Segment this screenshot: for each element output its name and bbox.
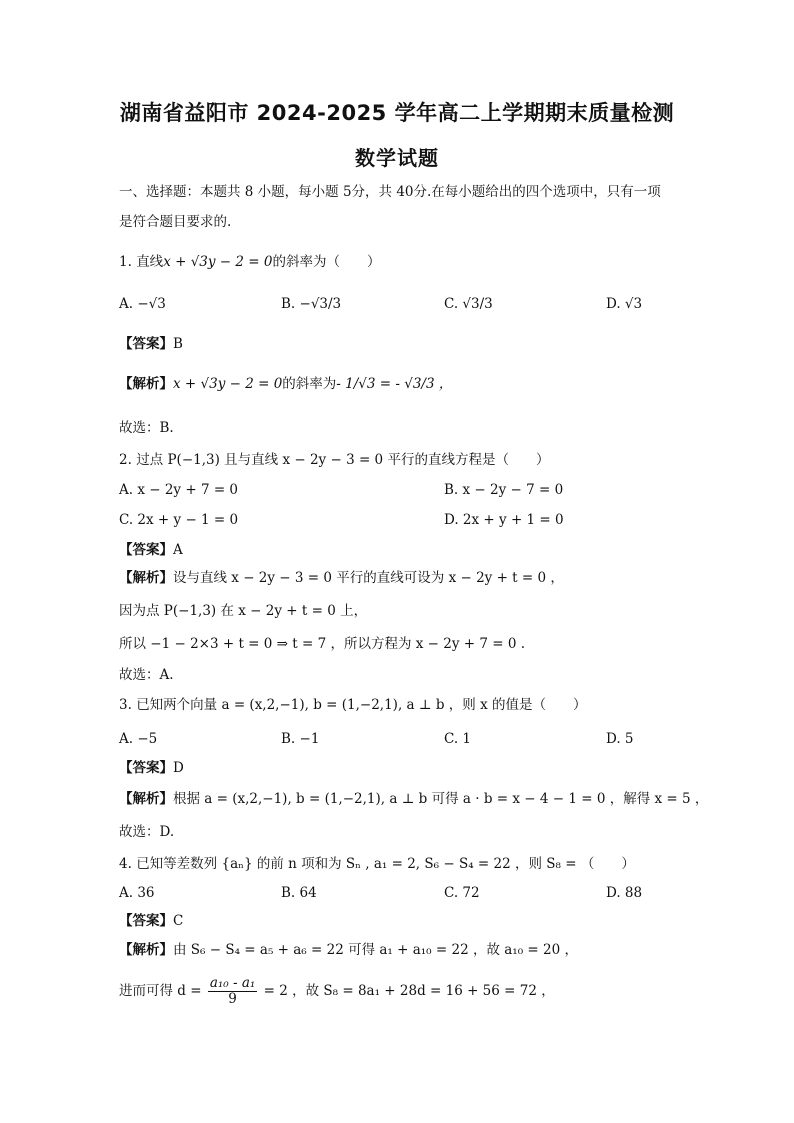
q1-conclusion: 故选：B.: [119, 420, 174, 436]
q1-option-d: D. √3: [606, 296, 643, 312]
q3-option-d: D. 5: [606, 731, 634, 747]
q2-option-a: A. x − 2y + 7 = 0: [119, 482, 239, 498]
q4-answer: 【答案】C: [119, 913, 184, 929]
q2-option-d: D. 2x + y + 1 = 0: [444, 512, 564, 528]
question-3: 3. 已知两个向量 a = (x,2,−1), b = (1,−2,1), a ⊥ b ，则 x 的值是（ ）: [119, 697, 587, 713]
q2-conclusion: 故选：A.: [119, 667, 174, 683]
q4-option-a: A. 36: [119, 885, 155, 901]
q4-option-c: C. 72: [444, 885, 480, 901]
question-1: 1. 直线x + √3y − 2 = 0的斜率为（ ）: [119, 254, 381, 270]
q2-answer: 【答案】A: [119, 542, 183, 558]
q1-option-b: B. −√3/3: [281, 296, 342, 312]
q3-analysis: 【解析】根据 a = (x,2,−1), b = (1,−2,1), a ⊥ b 可得 a · b = x − 4 − 1 = 0 ，解得 x = 5 ，: [119, 791, 709, 807]
q4-option-d: D. 88: [606, 885, 643, 901]
q4-option-b: B. 64: [281, 885, 317, 901]
q2-option-c: C. 2x + y − 1 = 0: [119, 512, 239, 528]
question-4: 4. 已知等差数列 {aₙ} 的前 n 项和为 Sₙ , a₁ = 2, S₆ − S₄ = 22 ，则 S₈ = （ ）: [119, 856, 635, 872]
q2-analysis-line1: 【解析】设与直线 x − 2y − 3 = 0 平行的直线可设为 x − 2y + t = 0 ，: [119, 570, 564, 586]
q4-analysis-line2: 进而可得 d = $\frac{\text{a₁₀ - a₁}}{9}$ = 2 ，故 S₈ = 8a₁ + 28d = 16 + 56 = 72 ，: [119, 975, 555, 1007]
question-2: 2. 过点 P(−1,3) 且与直线 x − 2y − 3 = 0 平行的直线方程是（ ）: [119, 452, 550, 468]
q1-option-a: A. −√3: [119, 296, 166, 312]
q3-option-c: C. 1: [444, 731, 472, 747]
q1-answer: 【答案】B: [119, 336, 183, 352]
q2-analysis-line3: 所以 −1 − 2×3 + t = 0 ⇒ t = 7 ，所以方程为 x − 2y + 7 = 0 .: [119, 636, 526, 652]
section-intro-line1: 一、选择题：本题共 8 小题，每小题 5分，共 40分.在每小题给出的四个选项中，只有一项: [119, 184, 661, 200]
document-title: 湖南省益阳市 2024-2025 学年高二上学期期末质量检测: [119, 101, 675, 125]
q3-option-b: B. −1: [281, 731, 320, 747]
q3-answer: 【答案】D: [119, 760, 184, 776]
q3-conclusion: 故选：D.: [119, 824, 175, 840]
q1-option-c: C. √3/3: [444, 296, 493, 312]
fraction: $\frac{\text{a₁₀ - a₁}}{9}$: [209, 975, 256, 1007]
q2-option-b: B. x − 2y − 7 = 0: [444, 482, 564, 498]
q4-analysis-line1: 【解析】由 S₆ − S₄ = a₅ + a₆ = 22 可得 a₁ + a₁₀ = 22 ，故 a₁₀ = 20 ，: [119, 942, 578, 958]
q3-option-a: A. −5: [119, 731, 158, 747]
q1-analysis: 【解析】x + √3y − 2 = 0的斜率为- 1/√3 = - √3/3 ，: [119, 376, 453, 392]
section-intro-line2: 是符合题目要求的.: [119, 214, 232, 230]
document-subtitle: 数学试题: [355, 146, 439, 170]
q2-analysis-line2: 因为点 P(−1,3) 在 x − 2y + t = 0 上，: [119, 603, 368, 619]
